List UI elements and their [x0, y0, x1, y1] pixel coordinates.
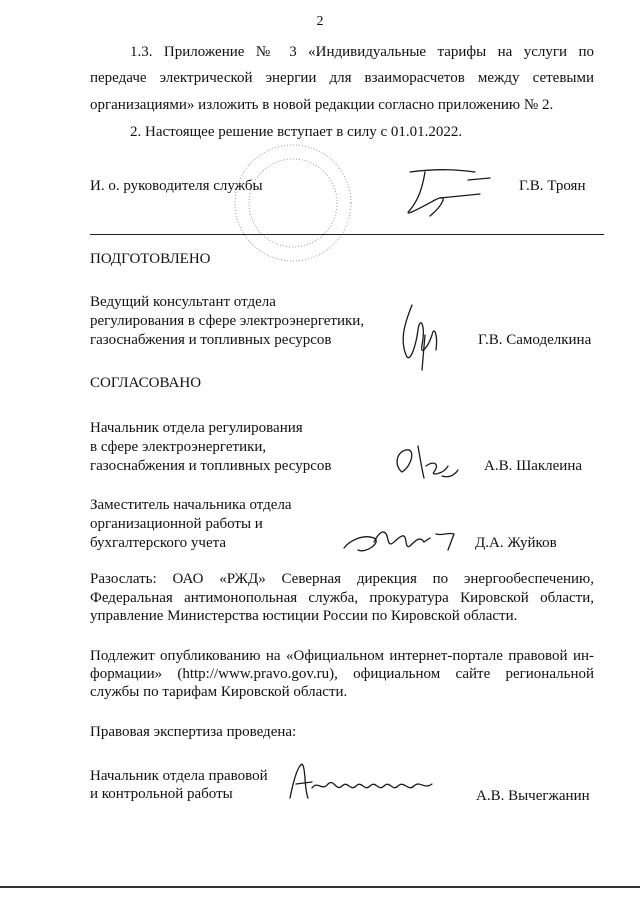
- head-position: И. о. руководителя службы: [90, 178, 263, 194]
- separator-line: [90, 234, 604, 235]
- agreed-person1-position-line-2: в сфере электроэнергетики,: [90, 439, 267, 455]
- prepared-heading: ПОДГОТОВЛЕНО: [90, 251, 211, 267]
- agreed-person2-name: Д.А. Жуйков: [475, 535, 557, 551]
- distribute-line-1: Разослать: ОАО «РЖД» Северная дирекция по энергообеспечению,: [90, 571, 594, 587]
- prepared-position-line-3: газоснабжения и топливных ресурсов: [90, 332, 332, 348]
- publish-line-3: службы по тарифам Кировской области.: [90, 684, 348, 700]
- agreed-person2-position-line-3: бухгалтерского учета: [90, 535, 227, 551]
- prepared-position-line-2: регулирования в сфере электроэнергетики,: [90, 313, 365, 329]
- agreed-person2-position-line-2: организационной работы и: [90, 516, 263, 532]
- agreed-person1-name: А.В. Шаклеина: [484, 458, 583, 474]
- paragraph-1-3-line-2: передаче электрической энергии для взаиморасчетов между сетевыми: [90, 70, 594, 86]
- paragraph-1-3-line-1: 1.3. Приложение № 3 «Индивидуальные тарифы на услуги по: [130, 44, 594, 60]
- agreed-person1-signature: [388, 436, 468, 486]
- official-stamp: [228, 138, 358, 268]
- prepared-name: Г.В. Самоделкина: [478, 332, 592, 348]
- legal-signature: [282, 758, 452, 808]
- distribute-line-2: Федеральная антимонопольная служба, прокуратура Кировской области,: [90, 590, 594, 606]
- publish-line-1: Подлежит опубликованию на «Официальном интернет-портале правовой ин-: [90, 648, 594, 664]
- agreed-person2-position-line-1: Заместитель начальника отдела: [90, 497, 292, 513]
- legal-position-line-1: Начальник отдела правовой: [90, 768, 268, 784]
- legal-heading: Правовая экспертиза проведена:: [90, 724, 297, 740]
- agreed-person1-position-line-1: Начальник отдела регулирования: [90, 420, 303, 436]
- paragraph-2: 2. Настоящее решение вступает в силу с 01.01.2022.: [130, 124, 463, 140]
- prepared-signature: [392, 295, 452, 375]
- agreed-person2-signature: [338, 520, 468, 565]
- legal-name: А.В. Вычегжанин: [476, 788, 590, 804]
- distribute-line-3: управление Министерства юстиции России по Кировской области.: [90, 608, 518, 624]
- agreed-person1-position-line-3: газоснабжения и топливных ресурсов: [90, 458, 332, 474]
- head-name: Г.В. Троян: [519, 178, 586, 194]
- head-signature: [380, 150, 500, 225]
- agreed-heading: СОГЛАСОВАНО: [90, 375, 202, 391]
- publish-line-2: формации» (http://www.pravo.gov.ru), официальном сайте региональной: [90, 666, 594, 682]
- page-number: 2: [316, 14, 324, 29]
- paragraph-1-3-line-3: организациями» изложить в новой редакции согласно приложению № 2.: [90, 97, 554, 113]
- prepared-position-line-1: Ведущий консультант отдела: [90, 294, 276, 310]
- page-bottom-edge: [0, 886, 640, 888]
- legal-position-line-2: и контрольной работы: [90, 786, 233, 802]
